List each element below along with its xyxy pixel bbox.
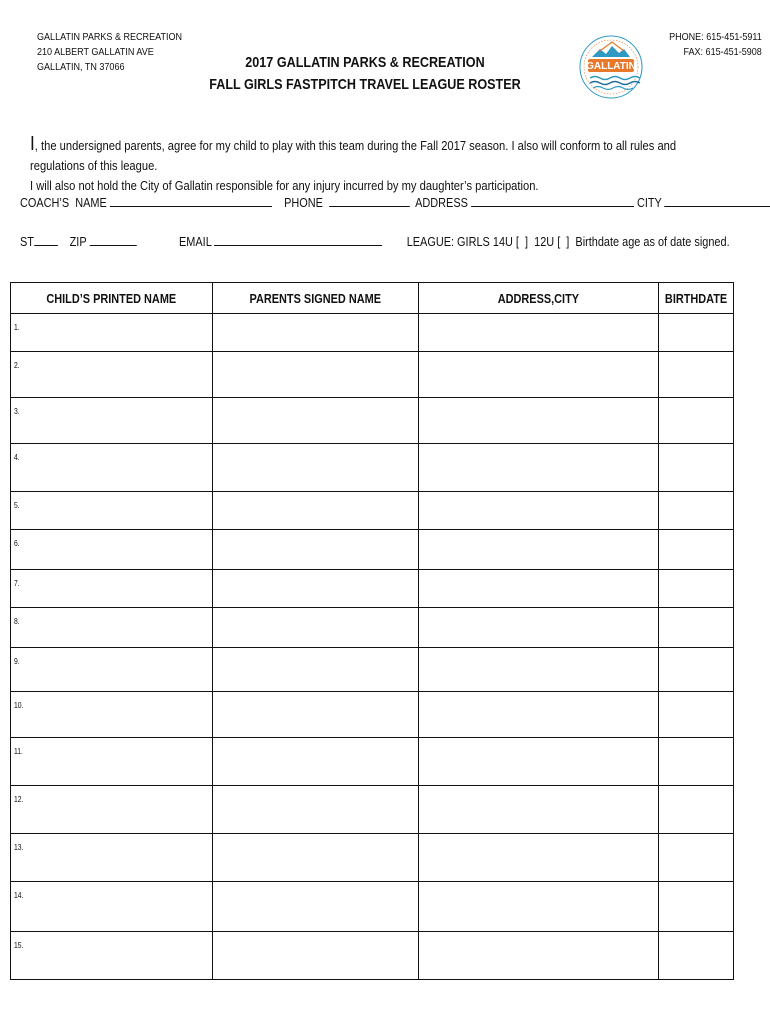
row-number: 5. <box>14 501 20 510</box>
address-city-cell[interactable] <box>419 882 659 932</box>
child-name-cell[interactable] <box>11 786 213 834</box>
table-row <box>11 932 734 980</box>
table-row <box>11 492 734 530</box>
agreement-line-1 <box>30 134 718 176</box>
address-city-cell[interactable] <box>419 786 659 834</box>
title-line-1: 2017 GALLATIN PARKS & RECREATION <box>245 54 485 71</box>
org-fax: FAX: 615-451-5908 <box>683 46 762 58</box>
child-name-cell[interactable] <box>11 570 213 608</box>
contact-league-row <box>20 233 734 249</box>
birthdate-cell[interactable] <box>659 786 734 834</box>
table-row <box>11 692 734 738</box>
row-number: 2. <box>14 361 20 370</box>
table-row <box>11 314 734 352</box>
birthdate-cell[interactable] <box>659 608 734 648</box>
row-number: 12. <box>14 795 24 804</box>
row-number: 10. <box>14 701 24 710</box>
parent-signature-cell[interactable] <box>213 314 419 352</box>
child-name-cell[interactable] <box>11 932 213 980</box>
parent-signature-cell[interactable] <box>213 492 419 530</box>
state-field[interactable] <box>34 233 58 246</box>
coach-info-row <box>20 194 734 210</box>
row-number: 9. <box>14 657 20 666</box>
row-number: 4. <box>14 453 20 462</box>
child-name-cell[interactable] <box>11 692 213 738</box>
logo-word: GALLATIN <box>586 61 636 72</box>
zip-field[interactable] <box>89 233 136 246</box>
parent-signature-cell[interactable] <box>213 444 419 492</box>
row-number: 8. <box>14 617 20 626</box>
address-city-cell[interactable] <box>419 314 659 352</box>
row-number: 13. <box>14 843 24 852</box>
title-line-2: FALL GIRLS FASTPITCH TRAVEL LEAGUE ROSTER <box>209 76 521 93</box>
birthdate-cell[interactable] <box>659 570 734 608</box>
coach-name-label: COACH’S NAME <box>20 195 107 210</box>
col-child-name: CHILD’S PRINTED NAME <box>11 283 213 314</box>
table-row <box>11 570 734 608</box>
table-row <box>11 608 734 648</box>
org-contact-block <box>669 30 762 60</box>
address-city-cell[interactable] <box>419 932 659 980</box>
birthdate-cell[interactable] <box>659 492 734 530</box>
drop-cap: I <box>30 133 35 155</box>
child-name-cell[interactable] <box>11 314 213 352</box>
table-row <box>11 398 734 444</box>
address-city-cell[interactable] <box>419 530 659 570</box>
gallatin-logo-icon <box>578 27 644 107</box>
table-row <box>11 834 734 882</box>
row-number: 1. <box>14 323 20 332</box>
org-name: GALLATIN PARKS & RECREATION <box>37 31 183 43</box>
row-number: 15. <box>14 941 24 950</box>
parent-signature-cell[interactable] <box>213 738 419 786</box>
row-number: 6. <box>14 539 20 548</box>
parent-signature-cell[interactable] <box>213 692 419 738</box>
birthdate-cell[interactable] <box>659 932 734 980</box>
col-address-city: ADDRESS,CITY <box>419 283 659 314</box>
child-name-cell[interactable] <box>11 738 213 786</box>
address-city-cell[interactable] <box>419 398 659 444</box>
table-row <box>11 352 734 398</box>
address-city-cell[interactable] <box>419 608 659 648</box>
phone-field[interactable] <box>329 194 410 207</box>
row-number: 11. <box>14 747 23 756</box>
parent-signature-cell[interactable] <box>213 786 419 834</box>
org-city: GALLATIN, TN 37066 <box>37 61 125 73</box>
table-row <box>11 786 734 834</box>
birthdate-cell[interactable] <box>659 398 734 444</box>
address-city-cell[interactable] <box>419 738 659 786</box>
col-parent-signature: PARENTS SIGNED NAME <box>213 283 419 314</box>
birthdate-cell[interactable] <box>659 314 734 352</box>
email-field[interactable] <box>214 233 382 246</box>
child-name-cell[interactable] <box>11 352 213 398</box>
parent-signature-cell[interactable] <box>213 352 419 398</box>
child-name-cell[interactable] <box>11 398 213 444</box>
league-selection: LEAGUE: GIRLS 14U [ ] 12U [ ] Birthdate age as of date signed. <box>406 234 730 249</box>
state-label: ST <box>20 234 34 249</box>
agreement-paragraph <box>30 134 718 196</box>
birthdate-cell[interactable] <box>659 834 734 882</box>
agreement-line-1-text: , the undersigned parents, agree for my child to play with this team during the Fall 2017 season. I also will conform to all rules and regulations of this league. <box>30 138 677 173</box>
parent-signature-cell[interactable] <box>213 648 419 692</box>
agreement-line-2: I will also not hold the City of Gallatin responsible for any injury incurred by my daughter’s participation. <box>30 178 539 193</box>
address-city-cell[interactable] <box>419 352 659 398</box>
birthdate-cell[interactable] <box>659 444 734 492</box>
child-name-cell[interactable] <box>11 834 213 882</box>
row-number: 7. <box>14 579 20 588</box>
phone-label: PHONE <box>284 195 323 210</box>
parent-signature-cell[interactable] <box>213 882 419 932</box>
org-address-block <box>37 30 182 75</box>
city-label: CITY <box>636 195 662 210</box>
parent-signature-cell[interactable] <box>213 932 419 980</box>
address-label: ADDRESS <box>415 195 468 210</box>
address-city-cell[interactable] <box>419 444 659 492</box>
birthdate-cell[interactable] <box>659 648 734 692</box>
table-row <box>11 738 734 786</box>
row-number: 14. <box>14 891 24 900</box>
address-city-cell[interactable] <box>419 834 659 882</box>
row-number: 3. <box>14 407 20 416</box>
address-city-cell[interactable] <box>419 492 659 530</box>
parent-signature-cell[interactable] <box>213 608 419 648</box>
child-name-cell[interactable] <box>11 530 213 570</box>
address-city-cell[interactable] <box>419 692 659 738</box>
birthdate-cell[interactable] <box>659 692 734 738</box>
birthdate-cell[interactable] <box>659 882 734 932</box>
address-city-cell[interactable] <box>419 570 659 608</box>
city-field[interactable] <box>665 194 770 207</box>
address-city-cell[interactable] <box>419 648 659 692</box>
parent-signature-cell[interactable] <box>213 530 419 570</box>
table-row <box>11 648 734 692</box>
birthdate-cell[interactable] <box>659 530 734 570</box>
roster-header-row <box>11 283 734 314</box>
org-street: 210 ALBERT GALLATIN AVE <box>37 46 154 58</box>
zip-label: ZIP <box>69 234 87 249</box>
parent-signature-cell[interactable] <box>213 398 419 444</box>
col-birthdate: BIRTHDATE <box>659 283 734 314</box>
parent-signature-cell[interactable] <box>213 570 419 608</box>
document-title <box>201 52 529 96</box>
birthdate-cell[interactable] <box>659 738 734 786</box>
roster-table <box>10 282 734 980</box>
child-name-cell[interactable] <box>11 444 213 492</box>
parent-signature-cell[interactable] <box>213 834 419 882</box>
child-name-cell[interactable] <box>11 648 213 692</box>
address-field[interactable] <box>471 194 634 207</box>
table-row <box>11 444 734 492</box>
child-name-cell[interactable] <box>11 608 213 648</box>
child-name-cell[interactable] <box>11 882 213 932</box>
table-row <box>11 530 734 570</box>
org-phone: PHONE: 615-451-5911 <box>669 31 762 43</box>
birthdate-cell[interactable] <box>659 352 734 398</box>
table-row <box>11 882 734 932</box>
child-name-cell[interactable] <box>11 492 213 530</box>
coach-name-field[interactable] <box>110 194 272 207</box>
email-label: EMAIL <box>178 234 212 249</box>
